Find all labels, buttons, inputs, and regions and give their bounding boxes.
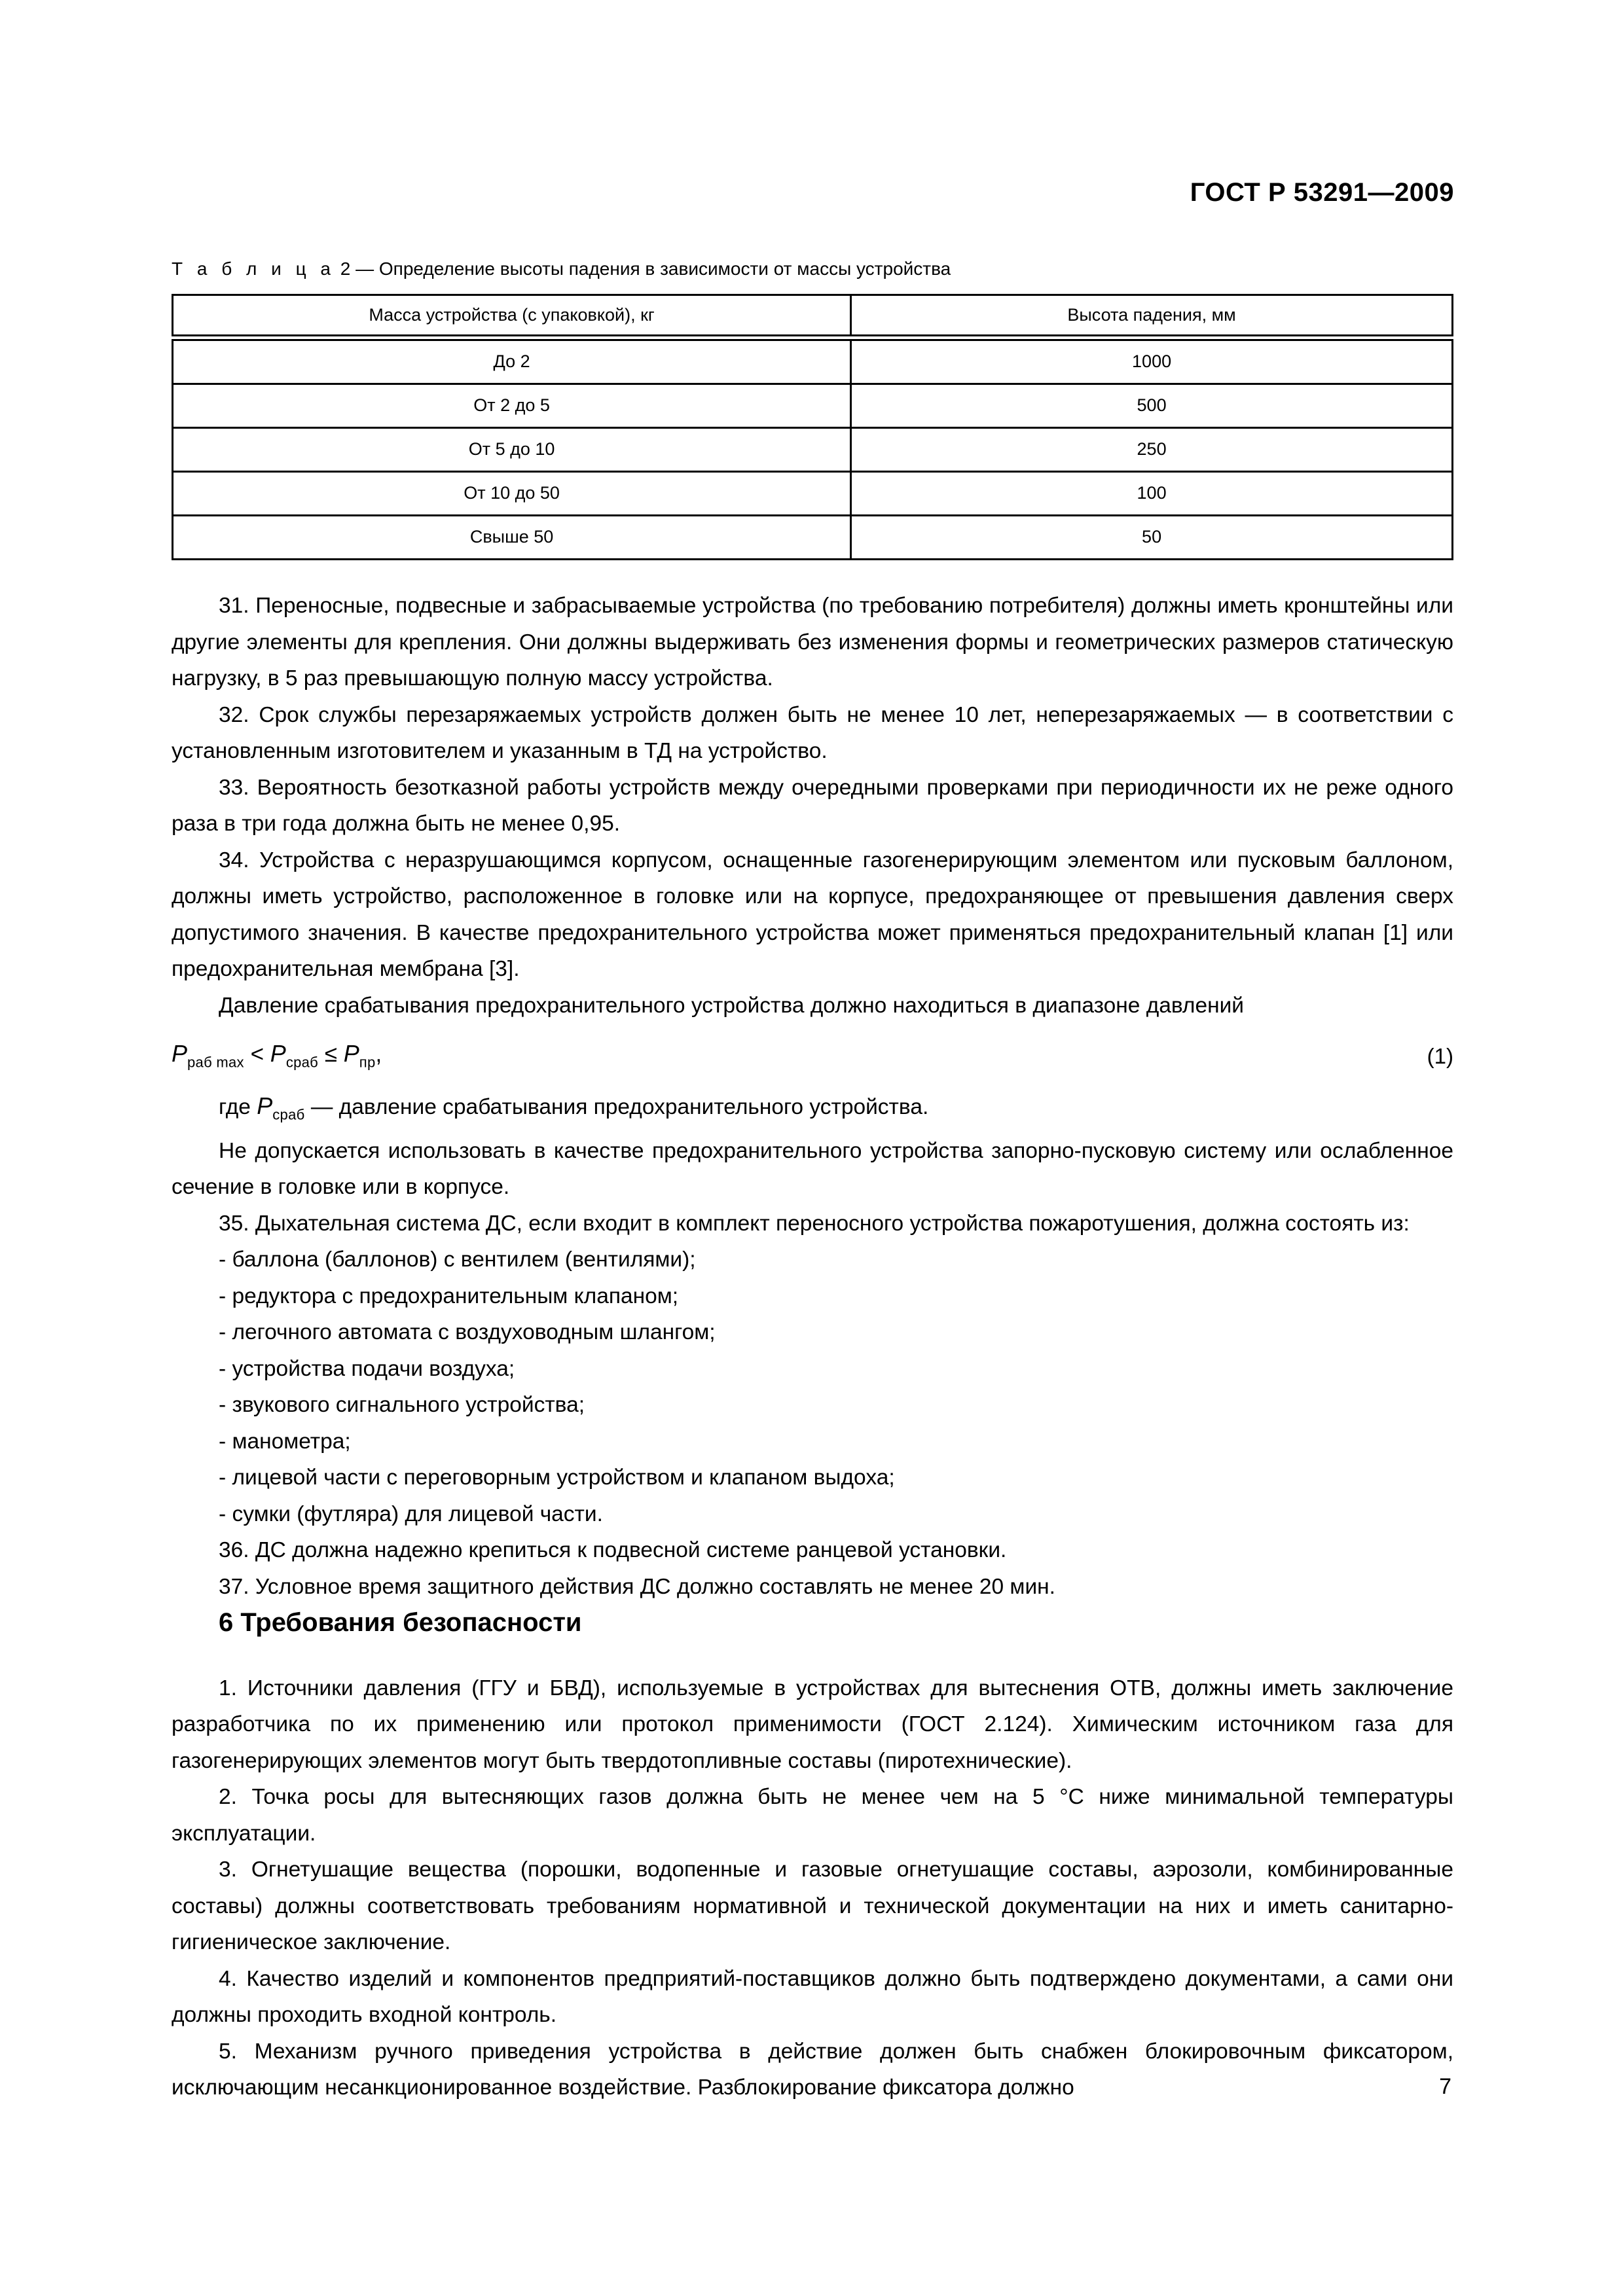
table-body bbox=[173, 340, 1453, 560]
where-dash: — bbox=[310, 1095, 333, 1120]
list-item: - сумки (футляра) для лицевой части. bbox=[219, 1501, 603, 1526]
table-caption-dash: — bbox=[356, 259, 374, 279]
cell-height: 1000 bbox=[851, 340, 1453, 384]
paragraph-34-formula-lead: Давление срабатывания предохранительного устройства должно находиться в диапазоне давлений bbox=[219, 993, 1245, 1018]
formula-op-less: < bbox=[250, 1041, 264, 1067]
formula-row bbox=[172, 1031, 1453, 1084]
formula-op-le: ≤ bbox=[324, 1041, 338, 1067]
standard-header: ГОСТ Р 53291—2009 bbox=[1190, 178, 1454, 207]
drop-height-table bbox=[172, 294, 1453, 560]
section-heading-6: 6 Требования безопасности bbox=[219, 1608, 582, 1638]
cell-height: 250 bbox=[851, 428, 1453, 472]
formula-p2: P bbox=[270, 1040, 286, 1067]
cell-mass: От 10 до 50 bbox=[173, 472, 851, 516]
paragraph-33: 33. Вероятность безотказной работы устройств между очередными проверками при периодичности их не реже одного раза в три года должна быть не менее 0,95. bbox=[172, 775, 1453, 836]
table-row bbox=[173, 428, 1453, 472]
paragraph-31: 31. Переносные, подвесные и забрасываемые устройства (по требованию потребителя) должны иметь кронштейны или другие элементы для крепления. Они должны выдерживать без изменения формы и геометрических размеров статическую нагрузку, в 5 раз превышающую полную массу устройства. bbox=[172, 594, 1453, 691]
formula-sub-rab-max: раб max bbox=[187, 1054, 244, 1071]
table-caption-title: Определение высоты падения в зависимости от массы устройства bbox=[378, 259, 951, 279]
where-prefix: где bbox=[219, 1095, 251, 1120]
where-definition: давление срабатывания предохранительного устройства. bbox=[338, 1095, 929, 1120]
paragraph-no-allowance: Не допускается использовать в качестве предохранительного устройства запорно-пусковую систему или ослабленное сечение в головке или в корпусе. bbox=[172, 1138, 1453, 1200]
table-column-header-height: Высота падения, мм bbox=[851, 295, 1453, 336]
section6-item-1: 1. Источники давления (ГГУ и БВД), используемые в устройствах для вытеснения ОТВ, должны иметь заключение разработчика по их применению или протокол применимости (ГОСТ 2.124). Химическим источником газа для газогенерирующих элементов могут быть твердотопливные составы (пиротехнические). bbox=[172, 1676, 1453, 1773]
list-item: - редуктора с предохранительным клапаном; bbox=[219, 1283, 679, 1308]
list-item: - лицевой части с переговорным устройством и клапаном выдоха; bbox=[219, 1465, 895, 1490]
table-row bbox=[173, 340, 1453, 384]
pressure-range-formula bbox=[172, 1035, 1453, 1081]
body-text bbox=[172, 588, 1453, 2106]
list-item: - устройства подачи воздуха; bbox=[219, 1356, 515, 1381]
cell-mass: До 2 bbox=[173, 340, 851, 384]
section6-item-2: 2. Точка росы для вытесняющих газов должна быть не менее чем на 5 °С ниже минимальной температуры эксплуатации. bbox=[172, 1785, 1453, 1846]
paragraph-35: 35. Дыхательная система ДС, если входит в комплект переносного устройства пожаротушения, должна состоять из: bbox=[219, 1211, 1410, 1236]
section6-item-4: 4. Качество изделий и компонентов предприятий-поставщиков должно быть подтверждено документами, а сами они должны проходить входной контроль. bbox=[172, 1966, 1453, 2028]
list-item: - легочного автомата с воздуховодным шлангом; bbox=[219, 1320, 716, 1345]
table-row bbox=[173, 516, 1453, 560]
table-rule-cell-right bbox=[851, 336, 1453, 340]
paragraph-37: 37. Условное время защитного действия ДС должно составлять не менее 20 мин. bbox=[219, 1574, 1055, 1599]
equation-number: (1) bbox=[1427, 1044, 1453, 1069]
table-header-row bbox=[173, 295, 1453, 336]
paragraph-32: 32. Срок службы перезаряжаемых устройств должен быть не менее 10 лет, неперезаряжаемых — в соответствии с установленным изготовителем и указанным в ТД на устройство. bbox=[172, 702, 1453, 764]
list-item: - звукового сигнального устройства; bbox=[219, 1393, 585, 1418]
page-number: 7 bbox=[1439, 2074, 1451, 2099]
formula-sub-srab: сраб bbox=[285, 1054, 319, 1071]
table-row bbox=[173, 472, 1453, 516]
cell-height: 50 bbox=[851, 516, 1453, 560]
cell-mass: От 2 до 5 bbox=[173, 384, 851, 428]
table-row bbox=[173, 384, 1453, 428]
cell-mass: Свыше 50 bbox=[173, 516, 851, 560]
paragraph-34: 34. Устройства с неразрушающимся корпусом, оснащенные газогенерирующим элементом или пусковым баллоном, должны иметь устройство, расположенное в головке или на корпусе, предохраняющее от превышения давления сверх допустимого значения. В качестве предохранительного устройства может применяться предохранительный клапан [1] или предохранительная мембрана [3]. bbox=[172, 848, 1453, 982]
table-rule-cell-left bbox=[173, 336, 851, 340]
table-column-header-mass: Масса устройства (с упаковкой), кг bbox=[173, 295, 851, 336]
cell-height: 500 bbox=[851, 384, 1453, 428]
table-header-double-rule bbox=[173, 336, 1453, 340]
page-content bbox=[172, 259, 1453, 2106]
table-caption bbox=[172, 259, 1453, 279]
formula-trailing-comma: , bbox=[375, 1041, 382, 1067]
formula-where-line bbox=[172, 1088, 1453, 1133]
formula-p1: P bbox=[172, 1040, 188, 1067]
where-p-symbol: P bbox=[257, 1092, 273, 1120]
formula-sub-pr: пр bbox=[359, 1054, 376, 1071]
list-item: - манометра; bbox=[219, 1429, 351, 1454]
list-item: - баллона (баллонов) с вентилем (вентилями); bbox=[219, 1247, 696, 1272]
cell-mass: От 5 до 10 bbox=[173, 428, 851, 472]
table-caption-number: 2 bbox=[340, 259, 351, 279]
section6-item-3: 3. Огнетушащие вещества (порошки, водопенные и газовые огнетушащие составы, аэрозоли, комбинированные составы) должны соответствовать требованиям нормативной и технической документации на них и иметь санитарно-гигиеническое заключение. bbox=[172, 1857, 1453, 1955]
table-caption-label: Т а б л и ц а bbox=[172, 259, 335, 279]
where-sub-srab: сраб bbox=[272, 1106, 305, 1123]
cell-height: 100 bbox=[851, 472, 1453, 516]
section6-item-5: 5. Механизм ручного приведения устройства в действие должен быть снабжен блокировочным фиксатором, исключающим несанкционированное воздействие. Разблокирование фиксатора должно bbox=[172, 2039, 1453, 2100]
formula-p3: P bbox=[343, 1040, 359, 1067]
paragraph-36: 36. ДС должна надежно крепиться к подвесной системе ранцевой установки. bbox=[219, 1538, 1007, 1563]
